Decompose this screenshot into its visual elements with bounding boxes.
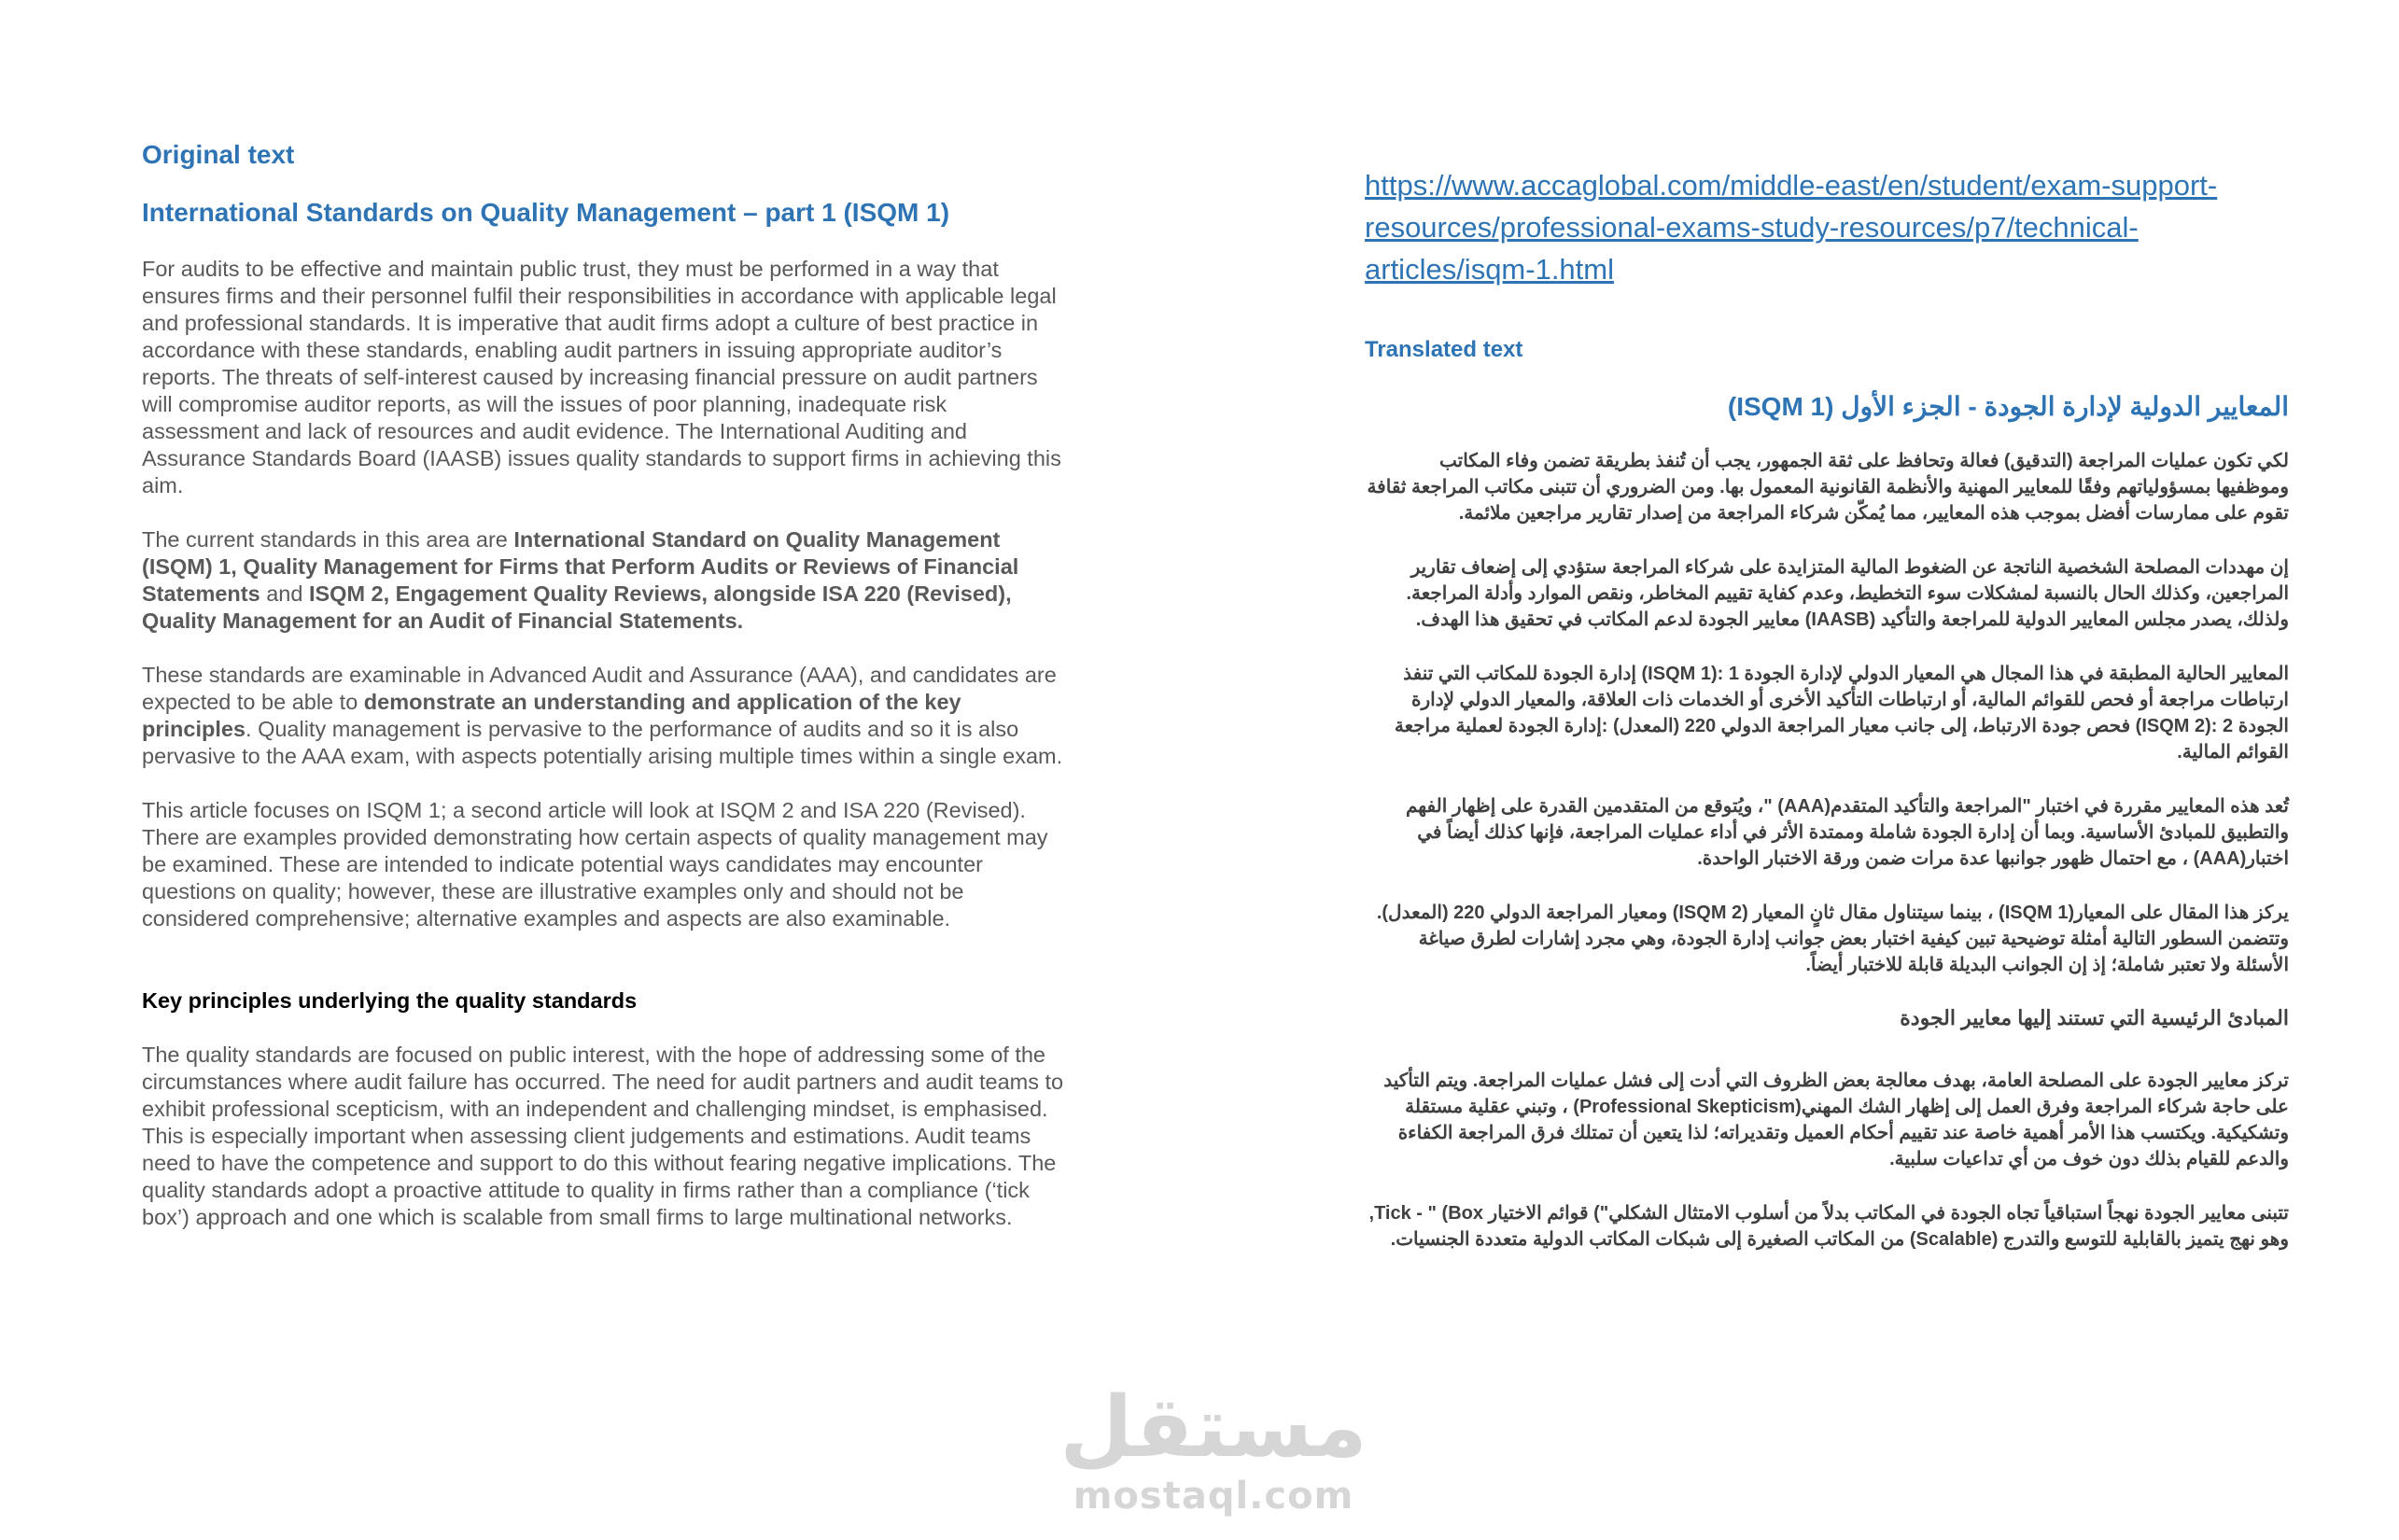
english-paragraph-3 xyxy=(142,662,1066,770)
p2-bold-isa220: , alongside ISA 220 (Revised), Quality Management for an Audit of Financial Statements. xyxy=(142,581,1012,633)
english-paragraph-5: The quality standards are focused on public interest, with the hope of addressing some of the circumstances where audit failure has occurred. The need for audit partners and audit teams to exhibit professional scepticism, with an independent and challenging mindset, is emphasised. This is especially important when assessing client judgements and estimations. Audit teams need to have the competence and support to do this without fearing negative implications. The quality standards adopt a proactive attitude to quality in firms rather than a compliance (‘tick box’) approach and one which is scalable from small firms to large multinational networks. xyxy=(142,1043,1064,1229)
mostaql-watermark xyxy=(1059,1381,1368,1518)
english-paragraph-1: For audits to be effective and maintain public trust, they must be performed in a way that ensures firms and their personnel fulfil their responsibilities in accordance with applicable legal and professional standards. It is imperative that audit firms adopt a culture of best practice in accordance with these standards, enabling audit partners in issuing appropriate auditor’s reports. The threats of self-interest caused by increasing financial pressure on audit partners will compromise auditor reports, as will the issues of poor planning, inadequate risk assessment and lack of resources and audit evidence. The International Auditing and Assurance Standards Board (IAASB) issues quality standards to support firms in achieving this aim. xyxy=(142,257,1061,497)
english-paragraph-2 xyxy=(142,526,1066,635)
arabic-paragraph-1: لكي تكون عمليات المراجعة (التدقيق) فعالة وتحافظ على ثقة الجمهور، يجب أن تُنفذ بطريقة تضمن وفاء المكاتب وموظفيها بمسؤولياتهم وفقًا للمعايير المهنية والأنظمة القانونية المعمول بها. ومن الضروري أن تتبنى مكاتب المراجعة ثقافة تقوم على ممارسات أفضل بموجب هذه المعايير، مما يُمكّن شركاء المراجعة من إصدار تقارير مراجعين ملائمة. xyxy=(1367,451,2289,524)
p2-text-c: and xyxy=(260,581,309,606)
arabic-paragraph-4: تُعد هذه المعايير مقررة في اختبار "المراجعة والتأكيد المتقدم(AAA) "، ويُتوقع من المتقدمين القدرة على إظهار الفهم والتطبيق للمبادئ الأساسية. وبما أن إدارة الجودة شاملة وممتدة الأثر في أداء عمليات المراجعة، فإنها كذلك أيضاً في اختبار(AAA) ، مع احتمال ظهور جوانبها عدة مرات ضمن ورقة الاختبار الواحدة. xyxy=(1405,796,2289,869)
english-title: International Standards on Quality Management – part 1 (ISQM 1) xyxy=(142,198,950,227)
original-text-column xyxy=(142,140,1066,1258)
p2-text-a: The current standards in this area are xyxy=(142,527,514,552)
arabic-paragraph-5: يركز هذا المقال على المعيار(ISQM 1) ، بينما سيتناول مقال ثانٍ المعيار (ISQM 2) ومعيار المراجعة الدولي 220 (المعدل). وتتضمن السطور التالية أمثلة توضيحية تبين كيفية اختبار بعض جوانب إدارة الجودة، وهي مجرد إشارات لطرق صياغة الأسئلة ولا تعتبر شاملة؛ إذ إن الجوانب البديلة قابلة للاختبار أيضاً. xyxy=(1376,903,2289,975)
p2-bold-isqm1: International Standard on Quality Management (ISQM) 1, Quality Management for Firms that Perform Audits or Reviews of Financial Statements xyxy=(142,527,1019,606)
arabic-paragraph-7: تتبنى معايير الجودة نهجاً استباقياً تجاه الجودة في المكاتب بدلاً من أسلوب الامتثال الشكلي") قوائم الاختيار Tick - " (Box, وهو نهج يتميز بالقابلية للتوسع والتدرج (Scalable) من المكاتب الصغيرة إلى شبكات المكاتب الدولية متعددة الجنسيات. xyxy=(1368,1203,2289,1250)
key-principles-heading: Key principles underlying the quality standards xyxy=(142,988,638,1013)
source-url-link[interactable]: https://www.accaglobal.com/middle-east/en/student/exam-support-resources/professional-exams-study-resources/p7/technical-articles/isqm-1.html xyxy=(1365,169,2218,286)
original-text-heading: Original text xyxy=(142,140,295,169)
arabic-paragraph-3: المعايير الحالية المطبقة في هذا المجال هي المعيار الدولي لإدارة الجودة 1 :(ISQM 1) إدارة الجودة للمكاتب التي تنفذ ارتباطات مراجعة أو فحص للقوائم المالية، أو ارتباطات التأكيد الأخرى أو الخدمات ذات العلاقة، والمعيار الدولي لإدارة الجودة 2 :(ISQM 2) فحص جودة الارتباط، إلى جانب معيار المراجعة الدولي 220 (المعدل) :إدارة الجودة لعملية مراجعة القوائم المالية. xyxy=(1394,664,2289,763)
p2-bold-isqm2: ISQM 2, Engagement Quality Reviews xyxy=(308,581,702,606)
p3-bold: demonstrate an understanding and application of the key principles xyxy=(142,690,961,741)
watermark-domain: mostaql.com xyxy=(1073,1475,1354,1518)
arabic-key-principles-heading: المبادئ الرئيسية التي تستند إليها معايير الجودة xyxy=(1900,1006,2289,1029)
translated-text-heading: Translated text xyxy=(1365,337,1523,362)
p3-text-c: . Quality management is pervasive to the performance of audits and so it is also pervasive to the AAA exam, with aspects potentially arising multiple times within a single exam. xyxy=(142,717,1063,768)
arabic-title: المعايير الدولية لإدارة الجودة - الجزء الأول (ISQM 1) xyxy=(1727,392,2289,421)
english-paragraph-4: This article focuses on ISQM 1; a second article will look at ISQM 2 and ISA 220 (Revised). There are examples provided demonstrating how certain aspects of quality management may be examined. These are intended to indicate potential ways candidates may encounter questions on quality; however, these are illustrative examples only and should not be considered comprehensive; alternative examples and aspects are also examinable. xyxy=(142,798,1048,931)
translated-text-column xyxy=(1365,164,2289,1281)
watermark-arabic-logo: مستقل xyxy=(1059,1379,1368,1477)
arabic-paragraph-2: إن مهددات المصلحة الشخصية الناتجة عن الضغوط المالية المتزايدة على شركاء المراجعة ستؤدي إلى إضعاف تقارير المراجعين، وكذلك الحال بالنسبة لمشكلات سوء التخطيط، وعدم كفاية تقييم المخاطر، ونقص الموارد وأدلة المراجعة. ولذلك، يصدر مجلس المعايير الدولية للمراجعة والتأكيد (IAASB) معايير الجودة لدعم المكاتب في تحقيق هذا الهدف. xyxy=(1406,557,2289,630)
p3-text-a: These standards are examinable in Advanced Audit and Assurance (AAA), and candidates are expected to be able to xyxy=(142,663,1057,714)
arabic-paragraph-6: تركز معايير الجودة على المصلحة العامة، بهدف معالجة بعض الظروف التي أدت إلى فشل عمليات المراجعة. ويتم التأكيد على حاجة شركاء المراجعة وفرق العمل إلى إظهار الشك المهني(Professional Skepticism) ، وتبني عقلية مستقلة وتشكيكية. ويكتسب هذا الأمر أهمية خاصة عند تقييم أحكام العميل وتقديراته؛ لذا يتعين أن تمتلك فرق المراجعة الكفاءة والدعم للقيام بذلك دون خوف من أي تداعيات سلبية. xyxy=(1383,1071,2289,1169)
